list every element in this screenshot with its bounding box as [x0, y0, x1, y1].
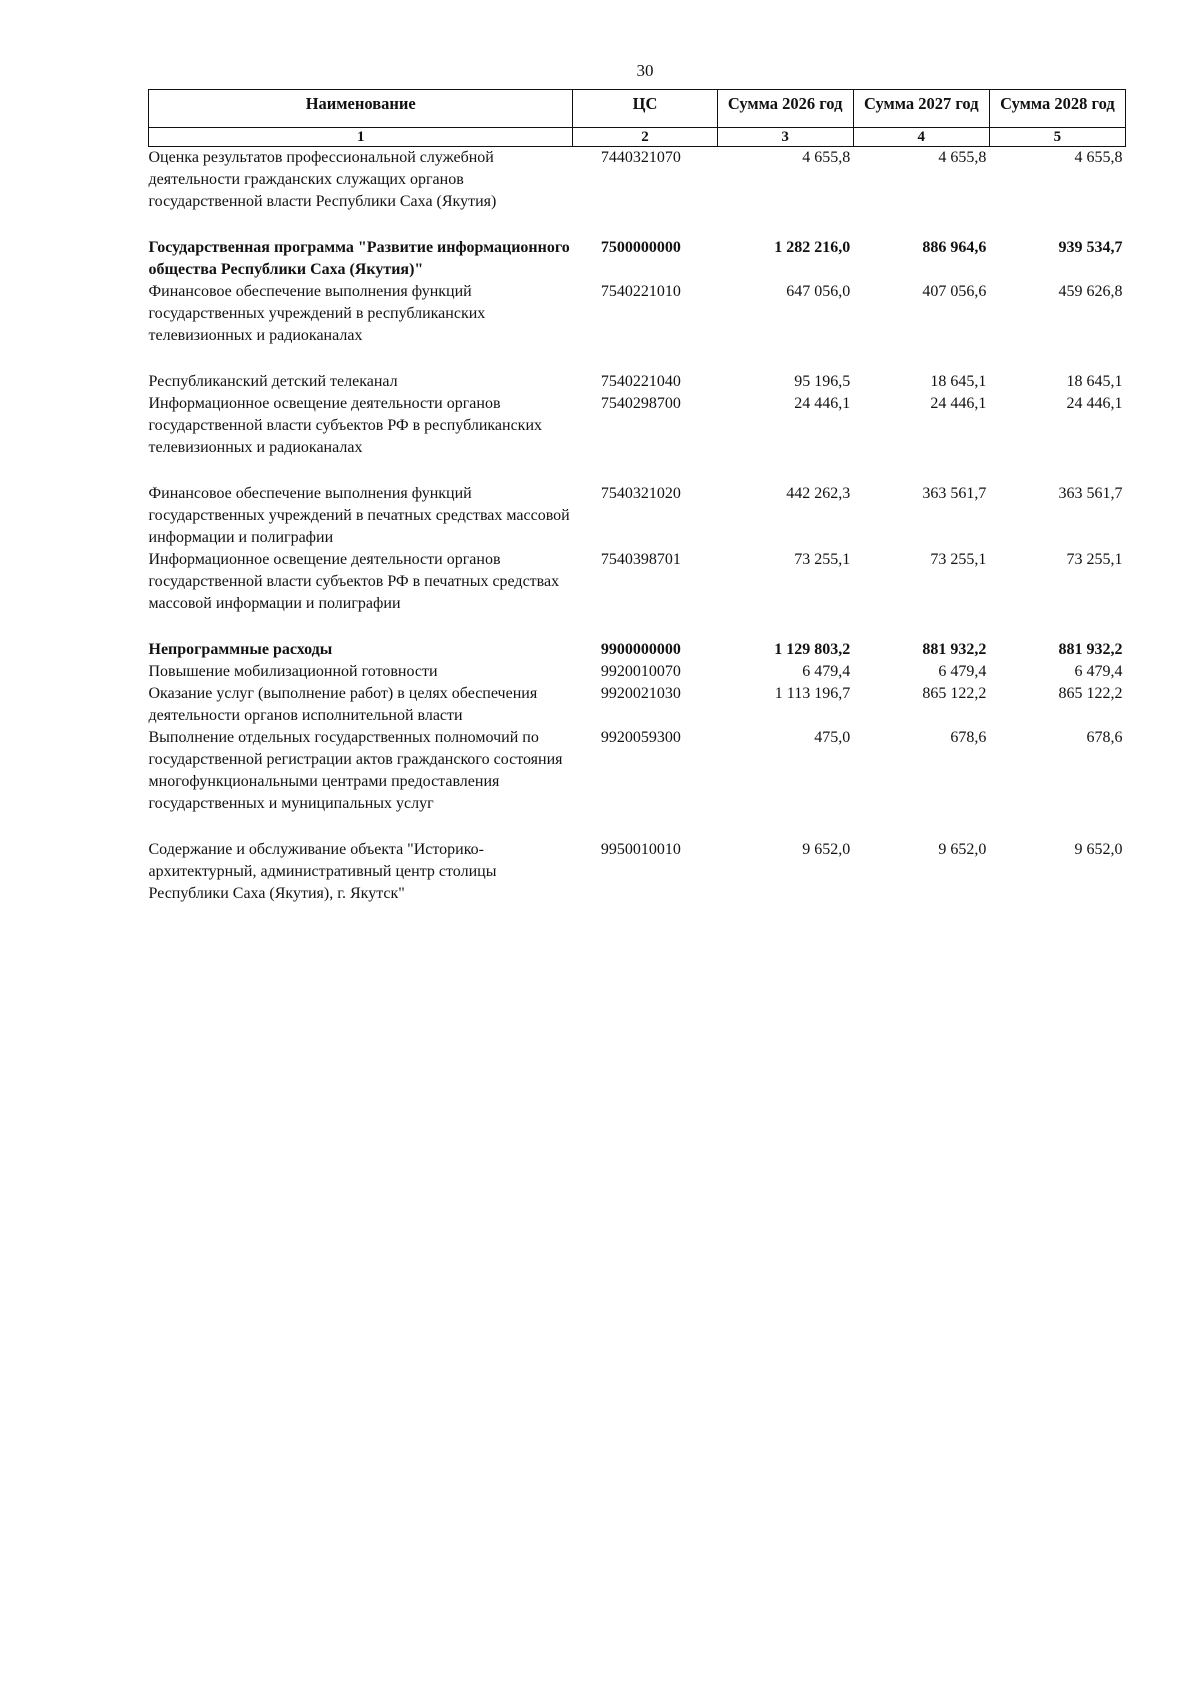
column-number: 3: [717, 128, 853, 147]
row-sum-2028: 459 626,8: [1058, 283, 1123, 300]
row-name: Республиканский детский телеканал: [148, 373, 398, 390]
row-sum-2026: 4 655,8: [802, 149, 851, 166]
row-cs-code: 7540321020: [600, 485, 681, 502]
row-sum-2028: 678,6: [1086, 729, 1123, 746]
row-sum-2028: 73 255,1: [1066, 551, 1123, 568]
row-sum-2027: 24 446,1: [930, 395, 987, 412]
table-row: [149, 147, 1126, 238]
row-sum-2028: 4 655,8: [1074, 149, 1123, 166]
table-row: [149, 393, 1126, 483]
row-name: Государственная программа "Развитие информационного общества Республики Саха (Якутия)": [148, 239, 570, 278]
row-sum-2028: 865 122,2: [1058, 685, 1123, 702]
table-body: [149, 147, 1126, 906]
row-sum-2028: 363 561,7: [1058, 485, 1123, 502]
row-sum-2026: 1 129 803,2: [774, 641, 851, 658]
row-sum-2027: 9 652,0: [938, 841, 987, 858]
header-sum-2027: Сумма 2027 год: [853, 90, 989, 128]
header-cs: ЦС: [573, 90, 717, 128]
row-name: Информационное освещение деятельности органов государственной власти субъектов РФ в печатных средствах массовой информации и полиграфии: [148, 551, 560, 612]
column-number: 4: [853, 128, 989, 147]
table-row: [149, 683, 1126, 727]
row-sum-2028: 939 534,7: [1058, 239, 1123, 256]
row-sum-2028: 9 652,0: [1074, 841, 1123, 858]
table-row: [149, 639, 1126, 661]
table-header-row: [149, 90, 1126, 128]
row-sum-2027: 363 561,7: [922, 485, 987, 502]
row-name: Непрограммные расходы: [148, 641, 333, 658]
row-name: Содержание и обслуживание объекта "Историко-архитектурный, административный центр столицы Республики Саха (Якутия), г. Якутск": [148, 841, 497, 902]
row-sum-2026: 24 446,1: [794, 395, 851, 412]
column-number: 2: [573, 128, 717, 147]
table-row: [149, 237, 1126, 281]
budget-table: [148, 89, 1126, 905]
row-sum-2028: 6 479,4: [1074, 663, 1123, 680]
row-cs-code: 7440321070: [600, 149, 681, 166]
column-number-row: [149, 128, 1126, 147]
column-number: 1: [149, 128, 573, 147]
row-sum-2026: 9 652,0: [802, 841, 851, 858]
row-cs-code: 9920059300: [600, 729, 681, 746]
row-sum-2026: 475,0: [814, 729, 851, 746]
table-row: [149, 483, 1126, 549]
row-sum-2027: 4 655,8: [938, 149, 987, 166]
row-sum-2026: 6 479,4: [802, 663, 851, 680]
row-cs-code: 9950010010: [600, 841, 681, 858]
row-sum-2027: 865 122,2: [922, 685, 987, 702]
row-cs-code: 7540298700: [600, 395, 681, 412]
table-row: [149, 371, 1126, 393]
header-sum-2028: Сумма 2028 год: [989, 90, 1125, 128]
row-name: Оказание услуг (выполнение работ) в целях обеспечения деятельности органов исполнительной власти: [148, 685, 538, 724]
row-cs-code: 9920010070: [600, 663, 681, 680]
row-sum-2028: 24 446,1: [1066, 395, 1123, 412]
row-sum-2026: 1 113 196,7: [774, 685, 851, 702]
row-sum-2027: 407 056,6: [922, 283, 987, 300]
row-sum-2027: 678,6: [950, 729, 987, 746]
header-sum-2026: Сумма 2026 год: [717, 90, 853, 128]
row-sum-2028: 18 645,1: [1066, 373, 1123, 390]
column-number: 5: [989, 128, 1125, 147]
row-sum-2027: 18 645,1: [930, 373, 987, 390]
row-sum-2026: 647 056,0: [786, 283, 851, 300]
row-name: Оценка результатов профессиональной служебной деятельности гражданских служащих органов государственной власти Республики Саха (Якутия): [148, 149, 497, 210]
row-cs-code: 7540398701: [600, 551, 681, 568]
row-sum-2027: 6 479,4: [938, 663, 987, 680]
row-cs-code: 7500000000: [600, 239, 681, 256]
page-number: 30: [636, 61, 654, 80]
row-name: Финансовое обеспечение выполнения функций государственных учреждений в республиканских телевизионных и радиоканалах: [148, 283, 486, 344]
row-sum-2026: 1 282 216,0: [774, 239, 851, 256]
row-sum-2027: 881 932,2: [922, 641, 987, 658]
row-sum-2027: 886 964,6: [922, 239, 987, 256]
table-row: [149, 281, 1126, 371]
table-row: [149, 661, 1126, 683]
row-name: Финансовое обеспечение выполнения функций государственных учреждений в печатных средствах массовой информации и полиграфии: [148, 485, 570, 546]
header-name: Наименование: [149, 90, 573, 128]
row-sum-2028: 881 932,2: [1058, 641, 1123, 658]
row-cs-code: 9900000000: [600, 641, 681, 658]
row-cs-code: 9920021030: [600, 685, 681, 702]
row-sum-2026: 73 255,1: [794, 551, 851, 568]
row-sum-2027: 73 255,1: [930, 551, 987, 568]
table-row: [149, 727, 1126, 839]
row-name: Повышение мобилизационной готовности: [148, 663, 438, 680]
row-name: Выполнение отдельных государственных полномочий по государственной регистрации актов гражданского состояния многофункциональными центрами предоставления государственных и муниципальных услуг: [148, 729, 563, 812]
row-cs-code: 7540221040: [600, 373, 681, 390]
row-sum-2026: 442 262,3: [786, 485, 851, 502]
row-name: Информационное освещение деятельности органов государственной власти субъектов РФ в республиканских телевизионных и радиоканалах: [148, 395, 543, 456]
table-row: [149, 839, 1126, 905]
row-sum-2026: 95 196,5: [794, 373, 851, 390]
row-cs-code: 7540221010: [600, 283, 681, 300]
table-row: [149, 549, 1126, 639]
